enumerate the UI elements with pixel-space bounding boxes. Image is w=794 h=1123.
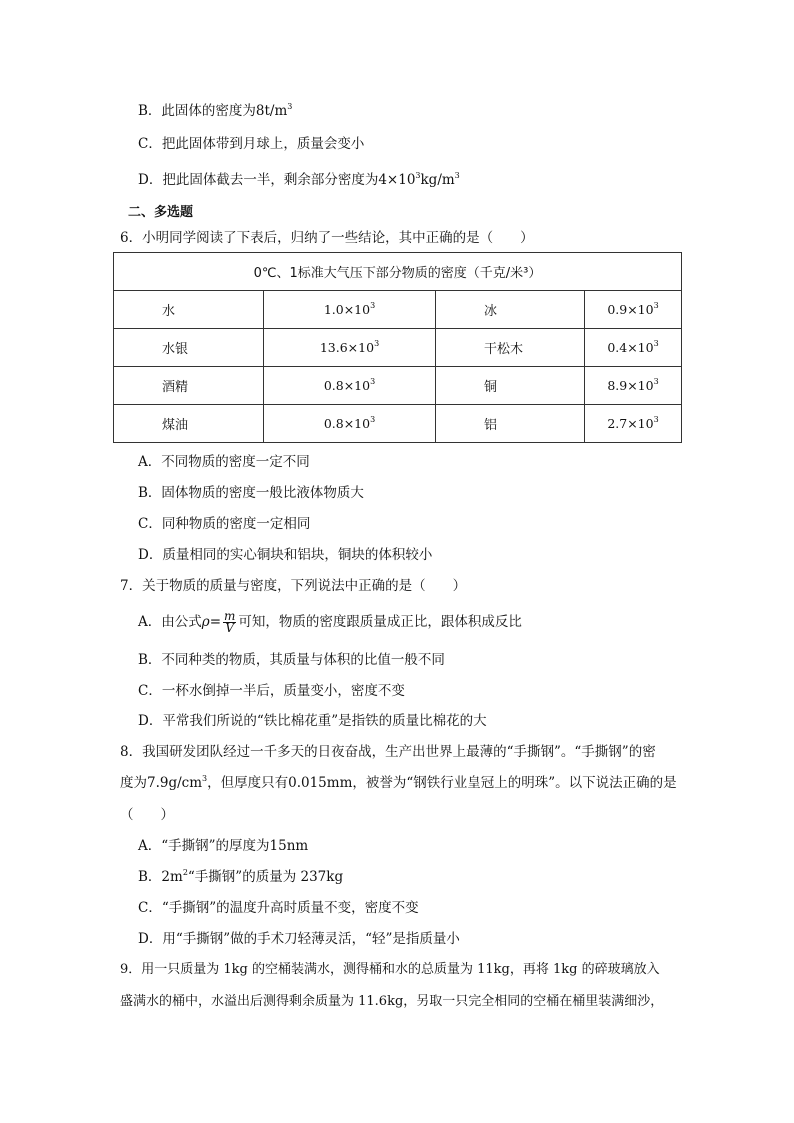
q7-option-a-pre: A．由公式 <box>138 614 202 630</box>
density-value <box>585 367 682 405</box>
q7-option-a <box>138 611 522 634</box>
q5-option-d <box>138 170 460 190</box>
density-mantissa: 8.9×10 <box>607 378 654 393</box>
density-value <box>264 405 436 443</box>
substance-name: 水银 <box>114 329 264 367</box>
q8-line2-post: ，但厚度只有0.015mm，被誉为“钢铁行业皇冠上的明珠”。以下说法正确的是 <box>207 775 677 791</box>
q6-option-c: C．同种物质的密度一定相同 <box>138 516 311 532</box>
density-exponent: 3 <box>374 339 380 348</box>
fraction-numerator: m <box>224 609 236 623</box>
q8-option-b-post: “手撕钢”的质量为 237kg <box>187 869 344 885</box>
fraction-denominator: V <box>225 621 235 635</box>
density-exponent: 3 <box>370 301 376 310</box>
equals-sign: = <box>209 614 221 630</box>
density-value <box>264 329 436 367</box>
substance-name: 铝 <box>436 405 585 443</box>
q6-option-a: A．不同物质的密度一定不同 <box>138 454 310 470</box>
q5-option-b-text: B．此固体的密度为8t/m <box>138 103 288 119</box>
q7-option-d: D．平常我们所说的“铁比棉花重”是指铁的质量比棉花的大 <box>138 713 487 729</box>
substance-name: 冰 <box>436 291 585 329</box>
q9-stem-line2: 盛满水的桶中，水溢出后测得剩余质量为 11.6kg，另取一只完全相同的空桶在桶里装满细沙， <box>120 994 664 1009</box>
density-mantissa: 2.7×10 <box>607 416 654 431</box>
q8-stem-line1: 8．我国研发团队经过一千多天的日夜奋战，生产出世界上最薄的“手撕钢”。“手撕钢”的密 <box>120 744 656 760</box>
q7-stem: 7．关于物质的质量与密度，下列说法中正确的是（ ） <box>120 578 467 594</box>
table-row <box>114 291 682 329</box>
q8-option-c: C．“手撕钢”的温度升高时质量不变，密度不变 <box>138 900 419 916</box>
q9-stem-line1: 9．用一只质量为 1kg 的空桶装满水，测得桶和水的总质量为 11kg，再将 1kg 的碎玻璃放入 <box>120 962 660 977</box>
q8-option-d: D．用“手撕钢”做的手术刀轻薄灵活，“轻”是指质量小 <box>138 931 460 947</box>
q7-option-c: C．一杯水倒掉一半后，质量变小，密度不变 <box>138 683 405 699</box>
q8-option-b <box>138 867 343 887</box>
q8-stem-line3: （ ） <box>120 807 174 823</box>
q6-option-d: D．质量相同的实心铜块和铝块，铜块的体积较小 <box>138 547 433 563</box>
q7-option-a-post: 可知，物质的密度跟质量成正比，跟体积成反比 <box>238 614 522 630</box>
density-mantissa: 0.4×10 <box>607 340 654 355</box>
density-exponent: 3 <box>653 301 659 310</box>
q5-option-d-sup1: 3 <box>415 171 421 180</box>
q6-stem: 6．小明同学阅读了下表后，归纳了一些结论，其中正确的是（ ） <box>120 230 534 246</box>
density-mantissa: 1.0×10 <box>323 302 371 317</box>
density-exponent: 3 <box>653 415 659 424</box>
table-row <box>114 329 682 367</box>
rho-symbol: ρ <box>201 614 210 630</box>
table-row <box>114 405 682 443</box>
substance-name: 铜 <box>436 367 585 405</box>
q5-option-c: C．把此固体带到月球上，质量会变小 <box>138 136 365 152</box>
density-value <box>585 329 682 367</box>
density-value <box>264 367 436 405</box>
density-exponent: 3 <box>653 377 659 386</box>
density-mantissa: 0.8×10 <box>323 416 371 431</box>
q5-option-b-sup: 3 <box>287 102 293 111</box>
density-value <box>585 291 682 329</box>
q5-option-d-sup2: 3 <box>454 171 460 180</box>
q5-option-d-pre: D．把此固体截去一半，剩余部分密度为4×10 <box>138 172 416 188</box>
q8-line2-sup: 3 <box>202 774 208 783</box>
q5-option-d-mid: kg/m <box>420 172 455 188</box>
q8-stem-line2 <box>120 773 677 793</box>
q7-option-b: B．不同种类的物质，其质量与体积的比值一般不同 <box>138 652 445 668</box>
table-caption-row <box>114 253 682 291</box>
density-table <box>113 252 682 443</box>
density-mantissa: 0.8×10 <box>323 378 371 393</box>
density-exponent: 3 <box>370 377 376 386</box>
density-formula-fraction <box>223 611 236 634</box>
substance-name: 煤油 <box>114 405 264 443</box>
q6-option-b: B．固体物质的密度一般比液体物质大 <box>138 485 364 501</box>
q8-option-b-pre: B．2m <box>138 869 183 885</box>
table-caption: 0℃、1标准大气压下部分物质的密度（千克/米³） <box>114 253 682 291</box>
q8-line2-pre: 度为7.9g/cm <box>120 775 203 791</box>
density-exponent: 3 <box>370 415 376 424</box>
substance-name: 水 <box>114 291 264 329</box>
density-mantissa: 13.6×10 <box>319 340 375 355</box>
substance-name: 酒精 <box>114 367 264 405</box>
density-value <box>585 405 682 443</box>
q8-option-b-sup: 2 <box>182 868 188 877</box>
substance-name: 干松木 <box>436 329 585 367</box>
q5-option-b <box>138 101 292 121</box>
density-mantissa: 0.9×10 <box>607 302 654 317</box>
density-value <box>264 291 436 329</box>
q8-option-a: A．“手撕钢”的厚度为15nm <box>138 838 309 854</box>
section-title-multiple-choice: 二、多选题 <box>128 205 194 220</box>
density-exponent: 3 <box>653 339 659 348</box>
table-row <box>114 367 682 405</box>
